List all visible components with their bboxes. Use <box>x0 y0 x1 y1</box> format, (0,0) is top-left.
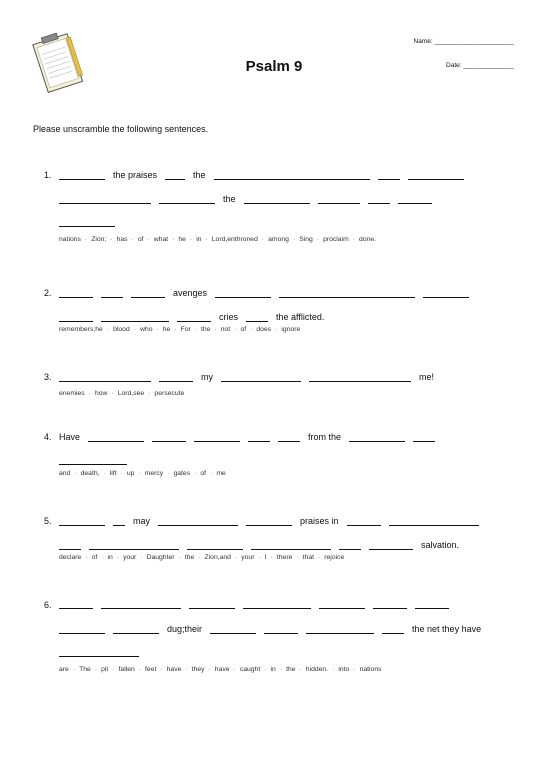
word-bank-item: feet <box>145 666 157 673</box>
separator-dot: · <box>214 326 217 333</box>
separator-dot: · <box>178 554 181 561</box>
answer-blank[interactable] <box>101 313 169 322</box>
sentence-line <box>59 194 432 204</box>
answer-blank[interactable] <box>215 289 271 298</box>
word-bank <box>59 388 499 399</box>
separator-dot: · <box>106 326 110 333</box>
answer-blank[interactable] <box>246 517 292 526</box>
sentence-line <box>59 372 434 382</box>
answer-blank[interactable] <box>248 433 270 442</box>
word-bank-item: that <box>302 554 314 561</box>
word-bank-item: rejoice <box>324 554 345 561</box>
given-word: cries <box>219 312 239 322</box>
separator-dot: · <box>84 236 88 243</box>
word-bank-item: remembers;he <box>59 326 103 333</box>
sentence-line <box>59 600 449 609</box>
word-bank-item: of <box>91 554 98 561</box>
separator-dot: · <box>353 666 356 673</box>
answer-blank[interactable] <box>369 541 413 550</box>
word-bank-item: fallen <box>118 666 135 673</box>
word-bank-item: and <box>59 470 71 477</box>
answer-blank[interactable] <box>214 171 370 180</box>
separator-dot: · <box>110 236 113 243</box>
answer-blank[interactable] <box>59 456 127 465</box>
separator-dot: · <box>316 236 320 243</box>
separator-dot: · <box>210 470 213 477</box>
answer-blank[interactable] <box>210 625 256 634</box>
separator-dot: · <box>147 236 150 243</box>
word-bank-item: nations <box>359 666 382 673</box>
separator-dot: · <box>72 666 76 673</box>
word-bank-item: declare <box>59 554 82 561</box>
word-bank-item: For <box>180 326 191 333</box>
word-bank-item: of <box>240 326 247 333</box>
separator-dot: · <box>275 326 278 333</box>
word-bank <box>59 552 499 563</box>
separator-dot: · <box>194 470 197 477</box>
answer-blank[interactable] <box>318 195 360 204</box>
separator-dot: · <box>208 666 211 673</box>
answer-blank[interactable] <box>194 433 240 442</box>
separator-dot: · <box>174 326 177 333</box>
word-bank-item: in <box>270 666 276 673</box>
separator-dot: · <box>131 236 134 243</box>
separator-dot: · <box>167 470 170 477</box>
name-field[interactable]: Name: ______________________ <box>413 38 514 45</box>
given-word: salvation. <box>421 540 460 550</box>
answer-blank[interactable] <box>373 600 407 609</box>
separator-dot: · <box>120 470 123 477</box>
answer-blank[interactable] <box>59 195 151 204</box>
given-word: the praises <box>113 170 158 180</box>
answer-blank[interactable] <box>279 289 415 298</box>
given-word: the net they have <box>412 624 482 634</box>
word-bank-item: proclaim <box>323 236 349 243</box>
separator-dot: · <box>185 666 188 673</box>
answer-blank[interactable] <box>59 373 151 382</box>
word-bank <box>59 664 499 675</box>
separator-dot: · <box>111 390 114 397</box>
word-bank-item: nations <box>59 236 81 243</box>
word-bank-item: death, <box>80 470 100 477</box>
word-bank-item: ignore <box>281 326 301 333</box>
answer-blank[interactable] <box>389 517 479 526</box>
word-bank-item: Zion; <box>91 236 107 243</box>
word-bank-item: he <box>178 236 186 243</box>
sentence-line <box>59 456 127 465</box>
answer-blank[interactable] <box>189 600 235 609</box>
given-word: praises in <box>300 516 339 526</box>
answer-blank[interactable] <box>378 171 400 180</box>
page-title: Psalm 9 <box>245 58 303 75</box>
word-bank-item: Sing <box>299 236 313 243</box>
word-bank-item: pit <box>101 666 109 673</box>
given-word: me! <box>419 372 435 382</box>
answer-blank[interactable] <box>59 517 105 526</box>
given-word: Have <box>59 432 81 442</box>
word-bank-item: of <box>137 236 144 243</box>
word-bank <box>59 468 499 479</box>
word-bank-item: the <box>201 326 211 333</box>
sentence-line <box>59 218 115 227</box>
answer-blank[interactable] <box>243 600 311 609</box>
word-bank-item: there <box>276 554 293 561</box>
word-bank-item: what <box>153 236 169 243</box>
separator-dot: · <box>156 326 159 333</box>
answer-blank[interactable] <box>158 517 238 526</box>
answer-blank[interactable] <box>413 433 435 442</box>
question-number: 1. <box>44 170 52 180</box>
answer-blank[interactable] <box>264 625 298 634</box>
separator-dot: · <box>148 390 151 397</box>
word-bank-item: Lord,see <box>117 390 145 397</box>
word-bank-item: your <box>241 554 255 561</box>
answer-blank[interactable] <box>113 625 159 634</box>
answer-blank[interactable] <box>408 171 464 180</box>
answer-blank[interactable] <box>349 433 405 442</box>
word-bank <box>59 324 499 335</box>
answer-blank[interactable] <box>251 541 331 550</box>
separator-dot: · <box>172 236 175 243</box>
sentence-line <box>59 288 469 298</box>
separator-dot: · <box>138 470 141 477</box>
answer-blank[interactable] <box>159 373 193 382</box>
sentence-line <box>59 540 459 550</box>
separator-dot: · <box>194 326 198 333</box>
answer-blank[interactable] <box>368 195 390 204</box>
answer-blank[interactable] <box>347 517 381 526</box>
answer-blank[interactable] <box>382 625 404 634</box>
answer-blank[interactable] <box>177 313 211 322</box>
answer-blank[interactable] <box>101 289 123 298</box>
word-bank-item: me <box>216 470 226 477</box>
word-bank-item: lift <box>109 470 117 477</box>
separator-dot: · <box>133 326 136 333</box>
word-bank-item: have <box>214 666 230 673</box>
answer-blank[interactable] <box>59 218 115 227</box>
question-number: 5. <box>44 516 52 526</box>
answer-blank[interactable] <box>415 600 449 609</box>
answer-blank[interactable] <box>59 541 81 550</box>
answer-blank[interactable] <box>309 373 411 382</box>
word-bank-item: mercy <box>144 470 164 477</box>
word-bank-item: enemies <box>59 390 85 397</box>
answer-blank[interactable] <box>113 517 125 526</box>
sentence-line <box>59 432 435 442</box>
separator-dot: · <box>94 666 98 673</box>
separator-dot: · <box>250 326 253 333</box>
word-bank-item: done. <box>359 236 377 243</box>
word-bank-item: caught <box>239 666 261 673</box>
answer-blank[interactable] <box>423 289 469 298</box>
word-bank-item: are <box>59 666 69 673</box>
separator-dot: · <box>189 236 193 243</box>
separator-dot: · <box>261 236 265 243</box>
given-word: dug;their <box>167 624 203 634</box>
answer-blank[interactable] <box>59 600 93 609</box>
word-bank-item: does <box>256 326 272 333</box>
date-field[interactable]: Date: ______________ <box>446 62 514 69</box>
question-number: 4. <box>44 432 52 442</box>
separator-dot: · <box>264 666 267 673</box>
word-bank-item: The <box>79 666 91 673</box>
separator-dot: · <box>332 666 335 673</box>
separator-dot: · <box>85 554 88 561</box>
word-bank <box>59 234 499 245</box>
answer-blank[interactable] <box>59 625 105 634</box>
answer-blank[interactable] <box>221 373 301 382</box>
answer-blank[interactable] <box>339 541 361 550</box>
separator-dot: · <box>352 236 356 243</box>
word-bank-item: have <box>166 666 182 673</box>
answer-blank[interactable] <box>246 313 268 322</box>
word-bank-item: I <box>264 554 267 561</box>
instructions: Please unscramble the following sentences. <box>33 124 209 134</box>
given-word: avenges <box>173 288 208 298</box>
answer-blank[interactable] <box>59 171 105 180</box>
word-bank-item: Zion,and <box>204 554 231 561</box>
word-bank-item: gates <box>173 470 191 477</box>
separator-dot: · <box>233 666 236 673</box>
question-number: 6. <box>44 600 52 610</box>
word-bank-item: the <box>184 554 195 561</box>
answer-blank[interactable] <box>101 600 181 609</box>
answer-blank[interactable] <box>278 433 300 442</box>
separator-dot: · <box>270 554 273 561</box>
separator-dot: · <box>299 666 302 673</box>
question-number: 3. <box>44 372 52 382</box>
sentence-line <box>59 516 479 526</box>
question-number: 2. <box>44 288 52 298</box>
separator-dot: · <box>101 554 104 561</box>
answer-blank[interactable] <box>89 541 179 550</box>
separator-dot: · <box>160 666 163 673</box>
word-bank-item: who <box>140 326 153 333</box>
answer-blank[interactable] <box>187 541 243 550</box>
separator-dot: · <box>234 554 238 561</box>
word-bank-item: up <box>126 470 135 477</box>
word-bank-item: he <box>162 326 171 333</box>
answer-blank[interactable] <box>88 433 144 442</box>
word-bank-item: not <box>220 326 231 333</box>
separator-dot: · <box>112 666 115 673</box>
word-bank-item: Daughter <box>146 554 175 561</box>
given-word: the <box>193 170 206 180</box>
separator-dot: · <box>198 554 201 561</box>
separator-dot: · <box>116 554 120 561</box>
given-word: from the <box>308 432 342 442</box>
separator-dot: · <box>138 666 142 673</box>
separator-dot: · <box>234 326 237 333</box>
given-word: the afflicted. <box>276 312 325 322</box>
separator-dot: · <box>279 666 283 673</box>
word-bank-item: persecute <box>154 390 185 397</box>
answer-blank[interactable] <box>59 289 93 298</box>
sentence-line <box>59 624 481 634</box>
answer-blank[interactable] <box>398 195 432 204</box>
answer-blank[interactable] <box>165 171 185 180</box>
separator-dot: · <box>140 554 143 561</box>
given-word: the <box>223 194 236 204</box>
separator-dot: · <box>74 470 77 477</box>
answer-blank[interactable] <box>244 195 310 204</box>
word-bank-item: how <box>94 390 108 397</box>
answer-blank[interactable] <box>131 289 165 298</box>
word-bank-item: your <box>123 554 137 561</box>
given-word: my <box>201 372 213 382</box>
separator-dot: · <box>258 554 261 561</box>
answer-blank[interactable] <box>59 648 139 657</box>
sentence-line <box>59 312 324 322</box>
answer-blank[interactable] <box>159 195 215 204</box>
word-bank-item: the <box>286 666 296 673</box>
word-bank-item: into <box>338 666 350 673</box>
separator-dot: · <box>103 470 106 477</box>
separator-dot: · <box>292 236 296 243</box>
sentence-line <box>59 170 464 180</box>
separator-dot: · <box>318 554 321 561</box>
word-bank-item: Lord,enthroned <box>211 236 258 243</box>
sentence-line <box>59 648 139 657</box>
word-bank-item: in <box>196 236 202 243</box>
given-word: may <box>133 516 151 526</box>
separator-dot: · <box>88 390 91 397</box>
word-bank-item: in <box>107 554 113 561</box>
separator-dot: · <box>205 236 208 243</box>
separator-dot: · <box>296 554 299 561</box>
answer-blank[interactable] <box>152 433 186 442</box>
answer-blank[interactable] <box>306 625 374 634</box>
answer-blank[interactable] <box>59 313 93 322</box>
word-bank-item: hidden. <box>305 666 329 673</box>
word-bank-item: has <box>116 236 128 243</box>
word-bank-item: of <box>200 470 207 477</box>
answer-blank[interactable] <box>319 600 365 609</box>
word-bank-item: they <box>191 666 205 673</box>
word-bank-item: among <box>268 236 289 243</box>
word-bank-item: blood <box>113 326 130 333</box>
